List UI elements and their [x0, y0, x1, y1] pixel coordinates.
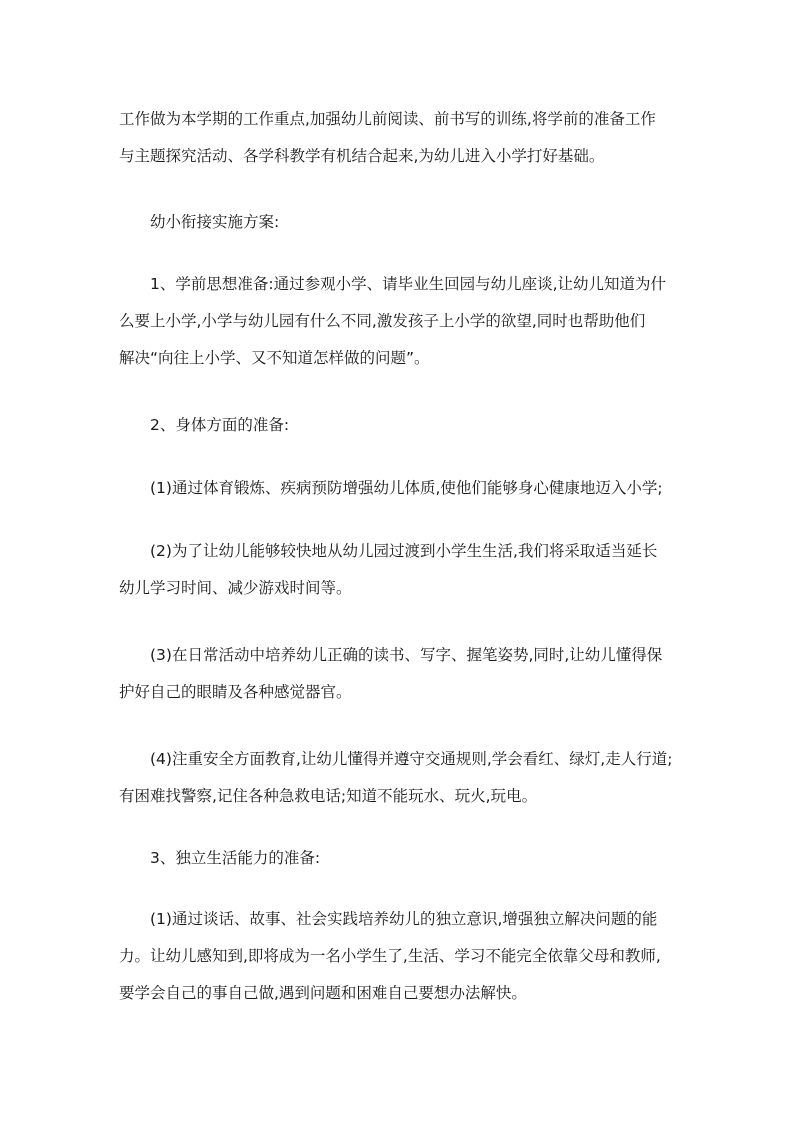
paragraph-item-3-1: [119, 901, 681, 1012]
text-line: (2)为了让幼儿能够较快地从幼儿园过渡到小学生生活,我们将采取适当延长: [150, 542, 658, 560]
section-heading: 2、身体方面的准备:: [150, 416, 290, 434]
paragraph-intro: [119, 101, 681, 175]
paragraph-item-1: [119, 266, 681, 377]
paragraph-item-2-2: [119, 533, 681, 607]
text-line: 工作做为本学期的工作重点,加强幼儿前阅读、前书写的训练,将学前的准备工作: [119, 110, 656, 128]
text-line: 护好自己的眼睛及各种感觉器官。: [119, 683, 352, 701]
text-line: 1、学前思想准备:通过参观小学、请毕业生回园与幼儿座谈,让幼儿知道为什: [150, 275, 667, 293]
paragraph-item-3: [119, 840, 681, 877]
text-line: 么要上小学,小学与幼儿园有什么不同,激发孩子上小学的欲望,同时也帮助他们: [119, 312, 646, 330]
section-heading: 幼小衔接实施方案:: [150, 213, 280, 231]
text-line: 解决“向往上小学、又不知道怎样做的问题”。: [119, 349, 430, 367]
text-line: (3)在日常活动中培养幼儿正确的读书、写字、握笔姿势,同时,让幼儿懂得保: [150, 646, 663, 664]
text-line: (1)通过谈话、故事、社会实践培养幼儿的独立意识,增强独立解决问题的能: [150, 910, 658, 928]
text-line: (1)通过体育锻炼、疾病预防增强幼儿体质,使他们能够身心健康地迈入小学;: [150, 479, 663, 497]
paragraph-item-2-3: [119, 637, 681, 711]
text-line: 力。让幼儿感知到,即将成为一名小学生了,生活、学习不能完全依靠父母和教师,: [119, 947, 661, 965]
text-line: 幼儿学习时间、减少游戏时间等。: [119, 579, 352, 597]
text-line: (4)注重安全方面教育,让幼儿懂得并遵守交通规则,学会看红、绿灯,走人行道;: [150, 750, 673, 768]
text-line: 有困难找警察,记住各种急救电话;知道不能玩水、玩火,玩电。: [119, 787, 538, 805]
section-heading: 3、独立生活能力的准备:: [150, 849, 321, 867]
paragraph-item-2-1: [119, 470, 681, 507]
text-line: 要学会自己的事自己做,遇到问题和困难自己要想办法解快。: [119, 984, 527, 1002]
paragraph-item-2-4: [119, 741, 681, 815]
paragraph-plan-title: [119, 204, 681, 241]
text-line: 与主题探究活动、各学科教学有机结合起来,为幼儿进入小学打好基础。: [119, 147, 605, 165]
paragraph-item-2: [119, 407, 681, 444]
